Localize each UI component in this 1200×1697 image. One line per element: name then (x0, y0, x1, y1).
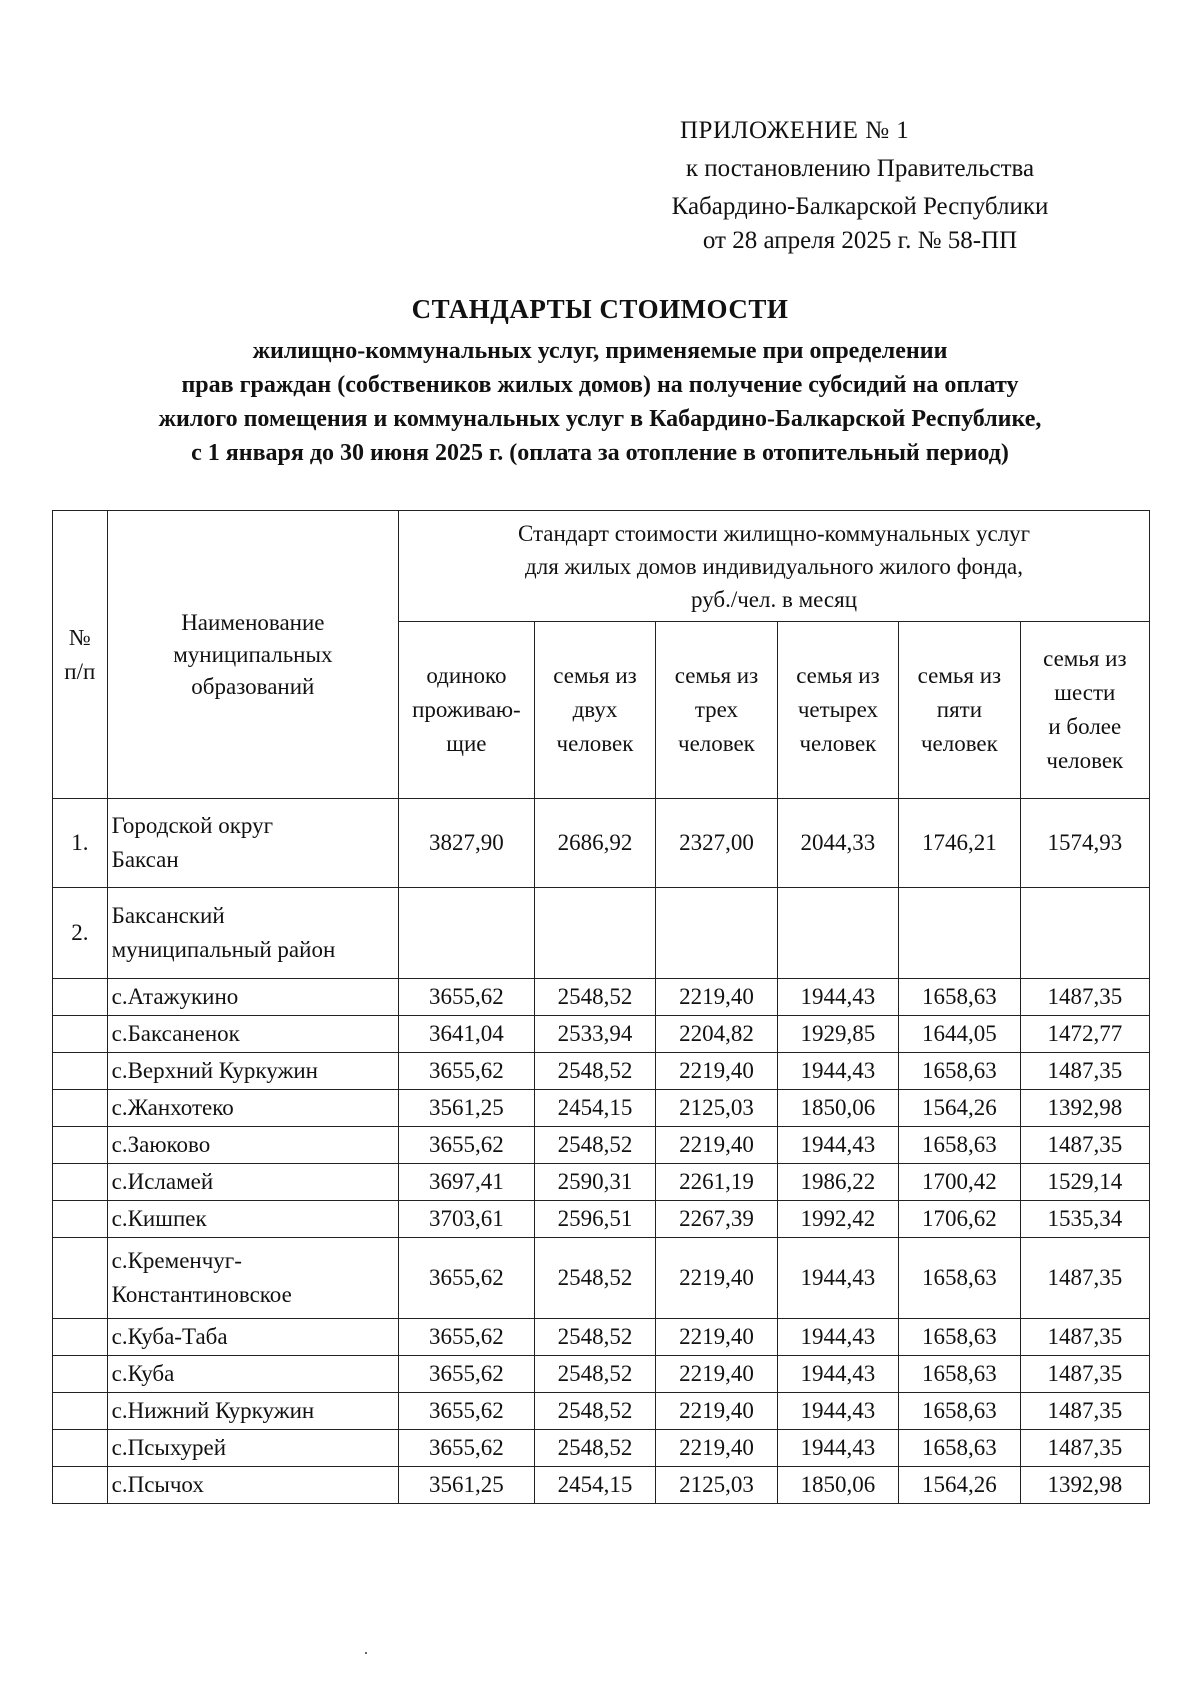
empty-number-cell (53, 1053, 108, 1090)
row-name-l2: Константиновское (111, 1282, 292, 1307)
header-col-three (656, 622, 777, 799)
value-cell: 2548,52 (534, 1053, 655, 1090)
value-cell: 1944,43 (777, 1127, 899, 1164)
empty-number-cell (53, 1201, 108, 1238)
empty-cell (777, 888, 899, 979)
value-cell: 1944,43 (777, 979, 899, 1016)
table-row (53, 1238, 1150, 1319)
row-name: с.Куба (107, 1356, 398, 1393)
table-row (53, 979, 1150, 1016)
row-name: с.Псычох (107, 1467, 398, 1504)
value-cell: 1944,43 (777, 1238, 899, 1319)
value-cell: 1700,42 (899, 1164, 1020, 1201)
value-cell: 1487,35 (1020, 1393, 1149, 1430)
value-cell: 2261,19 (656, 1164, 777, 1201)
appendix-header (600, 112, 1120, 256)
value-cell: 1644,05 (899, 1016, 1020, 1053)
empty-cell (899, 888, 1020, 979)
header-number (53, 511, 108, 799)
col-label: человек (799, 731, 877, 756)
empty-number-cell (53, 1164, 108, 1201)
empty-number-cell (53, 1319, 108, 1356)
row-name: с.Куба-Таба (107, 1319, 398, 1356)
row-number: 2. (53, 888, 108, 979)
table-row (53, 1356, 1150, 1393)
col-label: трех (694, 697, 739, 722)
appendix-number: ПРИЛОЖЕНИЕ № 1 (680, 117, 910, 144)
value-cell: 1535,34 (1020, 1201, 1149, 1238)
value-cell: 3655,62 (399, 1238, 535, 1319)
value-cell: 2219,40 (656, 1238, 777, 1319)
row-name: с.Атажукино (107, 979, 398, 1016)
value-cell: 1944,43 (777, 1393, 899, 1430)
table-row (53, 1201, 1150, 1238)
value-cell: 2219,40 (656, 1393, 777, 1430)
row-name: с.Верхний Куркужин (107, 1053, 398, 1090)
empty-number-cell (53, 1356, 108, 1393)
value-cell: 2548,52 (534, 1238, 655, 1319)
header-group-l3: руб./чел. в месяц (691, 586, 858, 612)
value-cell: 1487,35 (1020, 1127, 1149, 1164)
value-cell: 2267,39 (656, 1201, 777, 1238)
title-line-2: прав граждан (собствеников жилых домов) на получение субсидий на оплату (181, 372, 1019, 398)
header-col-two (534, 622, 655, 799)
empty-number-cell (53, 1016, 108, 1053)
col-label: двух (572, 697, 618, 722)
title-line-3: жилого помещения и коммунальных услуг в Кабардино-Балкарской Республике, (158, 406, 1042, 432)
table-header-row (53, 511, 1150, 622)
col-label: проживаю- (412, 697, 521, 722)
col-label: семья из (1043, 646, 1127, 671)
table-row (53, 1090, 1150, 1127)
empty-cell (534, 888, 655, 979)
value-cell: 2327,00 (656, 799, 777, 888)
value-cell: 1944,43 (777, 1356, 899, 1393)
row-name (107, 1238, 398, 1319)
appendix-line-republic: Кабардино-Балкарской Республики (671, 193, 1049, 220)
title-main: СТАНДАРТЫ СТОИМОСТИ (411, 294, 789, 324)
value-cell: 2533,94 (534, 1016, 655, 1053)
header-col-single (399, 622, 535, 799)
header-col-four (777, 622, 899, 799)
empty-number-cell (53, 1090, 108, 1127)
value-cell: 2590,31 (534, 1164, 655, 1201)
value-cell: 2596,51 (534, 1201, 655, 1238)
row-name (107, 888, 398, 979)
value-cell: 1658,63 (899, 1127, 1020, 1164)
value-cell: 1944,43 (777, 1053, 899, 1090)
row-number: 1. (53, 799, 108, 888)
value-cell: 1658,63 (899, 1430, 1020, 1467)
value-cell: 1472,77 (1020, 1016, 1149, 1053)
row-name (107, 799, 398, 888)
appendix-line-date: от 28 апреля 2025 г. № 58-ПП (702, 227, 1018, 254)
value-cell: 1487,35 (1020, 1238, 1149, 1319)
document-title (60, 290, 1140, 470)
col-label: щие (446, 731, 487, 756)
empty-number-cell (53, 1430, 108, 1467)
header-col-five (899, 622, 1020, 799)
value-cell: 2548,52 (534, 1430, 655, 1467)
value-cell: 1564,26 (899, 1090, 1020, 1127)
value-cell: 2548,52 (534, 1393, 655, 1430)
row-name-l2: муниципальный район (111, 937, 336, 962)
value-cell: 2219,40 (656, 1053, 777, 1090)
value-cell: 2548,52 (534, 1356, 655, 1393)
row-name: с.Заюково (107, 1127, 398, 1164)
table-row-baksan-district (53, 888, 1150, 979)
appendix-line-decree: к постановлению Правительства (685, 155, 1035, 182)
value-cell: 1986,22 (777, 1164, 899, 1201)
value-cell: 1487,35 (1020, 1430, 1149, 1467)
table-row (53, 1016, 1150, 1053)
col-label: человек (556, 731, 634, 756)
title-line-4: с 1 января до 30 июня 2025 г. (оплата за отопление в отопительный период) (191, 440, 1009, 466)
value-cell: 1487,35 (1020, 1053, 1149, 1090)
row-name: с.Жанхотеко (107, 1090, 398, 1127)
table-row (53, 1467, 1150, 1504)
table-row (53, 1053, 1150, 1090)
table-row-baksan-city (53, 799, 1150, 888)
value-cell: 3655,62 (399, 1430, 535, 1467)
value-cell: 1574,93 (1020, 799, 1149, 888)
col-label: семья из (553, 663, 637, 688)
value-cell: 3827,90 (399, 799, 535, 888)
table-row (53, 1393, 1150, 1430)
header-municipality-l1: Наименование (181, 609, 325, 635)
value-cell: 1944,43 (777, 1430, 899, 1467)
header-municipality-l2: муниципальных (173, 641, 333, 667)
value-cell: 2454,15 (534, 1467, 655, 1504)
value-cell: 2125,03 (656, 1467, 777, 1504)
cost-standards-table (52, 510, 1150, 1504)
row-name-l2: Баксан (111, 847, 179, 872)
header-municipality-l3: образований (191, 673, 315, 699)
table-row (53, 1430, 1150, 1467)
empty-number-cell (53, 979, 108, 1016)
value-cell: 2454,15 (534, 1090, 655, 1127)
empty-cell (399, 888, 535, 979)
row-name: с.Нижний Куркужин (107, 1393, 398, 1430)
value-cell: 1658,63 (899, 979, 1020, 1016)
row-name: с.Кишпек (107, 1201, 398, 1238)
row-name: с.Исламей (107, 1164, 398, 1201)
table-row (53, 1127, 1150, 1164)
empty-cell (1020, 888, 1149, 979)
value-cell: 2219,40 (656, 1127, 777, 1164)
col-label: шести (1054, 680, 1116, 705)
value-cell: 1706,62 (899, 1201, 1020, 1238)
value-cell: 3703,61 (399, 1201, 535, 1238)
value-cell: 2548,52 (534, 1127, 655, 1164)
value-cell: 1850,06 (777, 1467, 899, 1504)
value-cell: 2548,52 (534, 1319, 655, 1356)
value-cell: 3655,62 (399, 1053, 535, 1090)
value-cell: 2219,40 (656, 1430, 777, 1467)
empty-cell (656, 888, 777, 979)
col-label: четырех (797, 697, 879, 722)
value-cell: 1658,63 (899, 1393, 1020, 1430)
col-label: человек (1046, 748, 1124, 773)
row-name: с.Баксаненок (107, 1016, 398, 1053)
value-cell: 2044,33 (777, 799, 899, 888)
value-cell: 3697,41 (399, 1164, 535, 1201)
value-cell: 1487,35 (1020, 979, 1149, 1016)
col-label: пяти (936, 697, 983, 722)
value-cell: 2686,92 (534, 799, 655, 888)
value-cell: 2219,40 (656, 1356, 777, 1393)
value-cell: 1392,98 (1020, 1090, 1149, 1127)
value-cell: 3561,25 (399, 1090, 535, 1127)
row-name-l1: Городской округ (111, 813, 274, 838)
col-label: семья из (917, 663, 1002, 688)
scan-speck (365, 1652, 367, 1654)
empty-number-cell (53, 1127, 108, 1164)
value-cell: 2219,40 (656, 979, 777, 1016)
value-cell: 3655,62 (399, 1356, 535, 1393)
empty-number-cell (53, 1238, 108, 1319)
value-cell: 1564,26 (899, 1467, 1020, 1504)
value-cell: 1658,63 (899, 1053, 1020, 1090)
value-cell: 2219,40 (656, 1319, 777, 1356)
empty-number-cell (53, 1393, 108, 1430)
table-row (53, 1164, 1150, 1201)
row-name-l1: с.Кременчуг- (111, 1248, 242, 1273)
row-name: с.Псыхурей (107, 1430, 398, 1467)
value-cell: 1992,42 (777, 1201, 899, 1238)
col-label: семья из (674, 663, 759, 688)
value-cell: 3561,25 (399, 1467, 535, 1504)
row-name-l1: Баксанский (111, 903, 225, 928)
col-label: семья из (796, 663, 880, 688)
value-cell: 3655,62 (399, 1393, 535, 1430)
header-group-l2: для жилых домов индивидуального жилого фонда, (525, 553, 1024, 579)
value-cell: 1487,35 (1020, 1319, 1149, 1356)
value-cell: 1746,21 (899, 799, 1020, 888)
value-cell: 1658,63 (899, 1238, 1020, 1319)
value-cell: 3655,62 (399, 1127, 535, 1164)
value-cell: 2125,03 (656, 1090, 777, 1127)
value-cell: 1944,43 (777, 1319, 899, 1356)
header-col-six-plus (1020, 622, 1149, 799)
value-cell: 3641,04 (399, 1016, 535, 1053)
title-line-1: жилищно-коммунальных услуг, применяемые при определении (252, 338, 948, 364)
header-group-l1: Стандарт стоимости жилищно-коммунальных услуг (517, 520, 1031, 546)
value-cell: 1487,35 (1020, 1356, 1149, 1393)
value-cell: 1529,14 (1020, 1164, 1149, 1201)
header-number-symbol: № (68, 624, 91, 650)
value-cell: 1929,85 (777, 1016, 899, 1053)
value-cell: 3655,62 (399, 979, 535, 1016)
header-number-abbr: п/п (64, 658, 96, 684)
empty-number-cell (53, 1467, 108, 1504)
value-cell: 1658,63 (899, 1319, 1020, 1356)
col-label: одиноко (426, 663, 507, 688)
value-cell: 2548,52 (534, 979, 655, 1016)
value-cell: 3655,62 (399, 1319, 535, 1356)
value-cell: 1658,63 (899, 1356, 1020, 1393)
col-label: человек (920, 731, 998, 756)
header-municipality (107, 511, 398, 799)
value-cell: 1850,06 (777, 1090, 899, 1127)
value-cell: 2204,82 (656, 1016, 777, 1053)
header-standard-group (399, 511, 1150, 622)
col-label: и более (1048, 714, 1122, 739)
col-label: человек (678, 731, 755, 756)
value-cell: 1392,98 (1020, 1467, 1149, 1504)
table-row (53, 1319, 1150, 1356)
